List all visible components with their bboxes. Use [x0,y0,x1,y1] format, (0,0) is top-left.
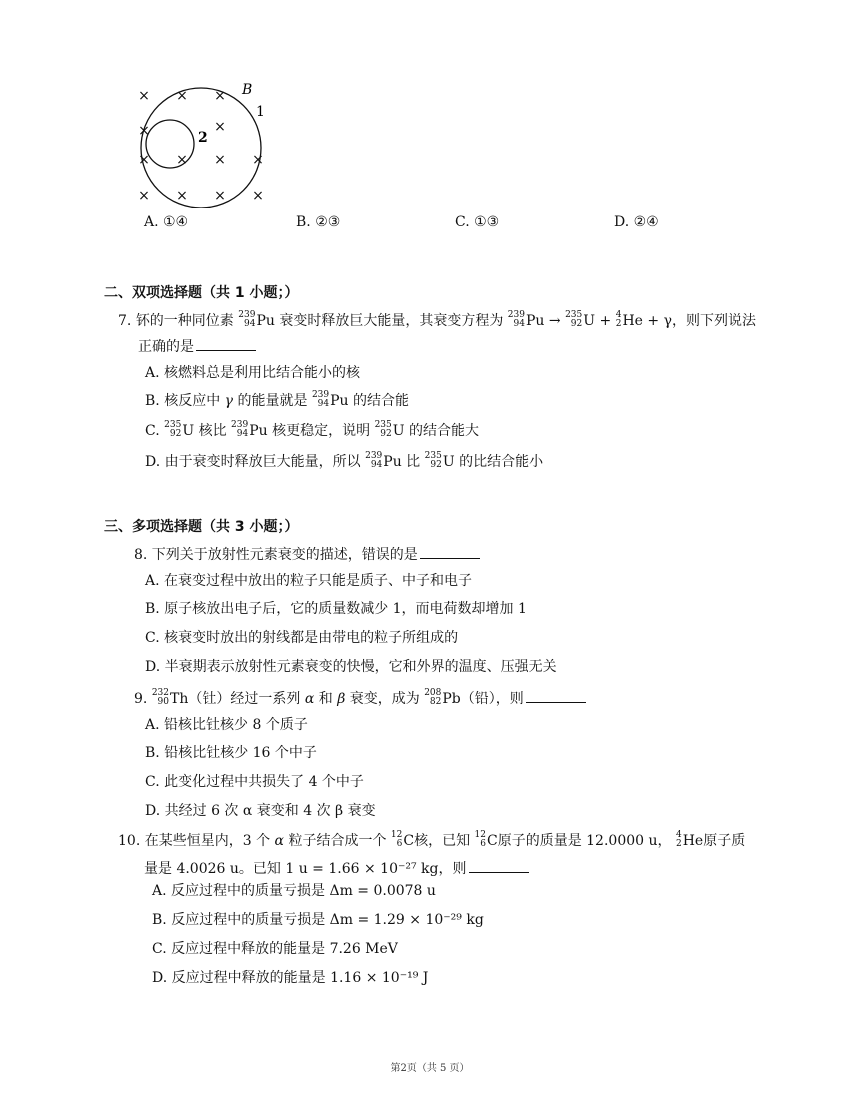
field-cross-icon: × [138,188,150,204]
section-3-title: 三、多项选择题（共 3 小题；） [104,519,299,535]
field-cross-icon: × [176,188,188,204]
field-cross-icon: × [252,152,264,168]
magnetic-field-figure [130,78,275,208]
field-cross-icon: × [138,88,150,104]
section-2-title: 二、双项选择题（共 1 小题；） [104,285,299,301]
answer-blank[interactable] [469,860,529,873]
q10-stem-line2: 量是 4.0026 u。已知 1 u = 1.66 × 10⁻²⁷ kg，则 [144,858,529,878]
q6-option-a[interactable]: A. ①④ [144,214,189,230]
q8-choice-b[interactable]: B. 原子核放出电子后，它的质量数减少 1，而电荷数却增加 1 [145,601,527,617]
field-cross-icon: × [214,88,226,104]
q10-choice-c[interactable]: C. 反应过程中释放的能量是 7.26 MeV [152,941,398,957]
nuclide-pu: 239 94 [238,310,256,329]
q7-choice-a[interactable]: A. 核燃料总是利用比结合能小的核 [145,365,361,381]
answer-blank[interactable] [196,338,256,351]
q8-stem: 8. 下列关于放射性元素衰变的描述，错误的是 [134,544,480,564]
q10-stem: 10. 在某些恒星内，3 个 α 粒子结合成一个 12 6 C核，已知 12 6 C原子的质量是 12.0000 u， 4 2 He原子质 [118,830,746,849]
field-cross-icon: × [176,152,188,168]
q7-choice-c[interactable]: C. 235 92 U 核比 239 94 Pu 核更稳定，说明 235 92 U 的结合能大 [145,420,480,439]
q6-option-d[interactable]: D. ②④ [614,214,659,230]
orbit-1-circle [141,88,261,208]
label-2: 2 [198,130,208,146]
q8-choice-c[interactable]: C. 核衰变时放出的射线都是由带电的粒子所组成的 [145,630,459,646]
field-cross-icon: × [138,152,150,168]
q7-choice-b[interactable]: B. 核反应中 γ 的能量就是 239 94 Pu 的结合能 [145,390,410,409]
label-1: 1 [256,104,265,120]
q9-choice-b[interactable]: B. 铅核比钍核少 16 个中子 [145,745,317,761]
q10-choice-a[interactable]: A. 反应过程中的质量亏损是 Δm = 0.0078 u [152,883,436,899]
q7-choice-d[interactable]: D. 由于衰变时释放巨大能量，所以 239 94 Pu 比 235 92 U 的比结合能小 [145,451,544,470]
field-cross-icon: × [176,88,188,104]
q9-choice-c[interactable]: C. 此变化过程中共损失了 4 个中子 [145,774,364,790]
field-cross-icon: × [138,123,150,139]
q10-choice-d[interactable]: D. 反应过程中释放的能量是 1.16 × 10⁻¹⁹ J [152,970,429,986]
q6-option-b[interactable]: B. ②③ [296,214,341,230]
q9-choice-d[interactable]: D. 共经过 6 次 α 衰变和 4 次 β 衰变 [145,803,376,819]
answer-blank[interactable] [526,690,586,703]
q7-stem-line2: 正确的是 [138,336,256,356]
field-cross-icon: × [214,152,226,168]
field-cross-icon: × [214,119,226,135]
label-B: B [242,82,253,98]
q9-choice-a[interactable]: A. 铅核比钍核少 8 个质子 [145,717,308,733]
q8-choice-d[interactable]: D. 半衰期表示放射性元素衰变的快慢，它和外界的温度、压强无关 [145,659,557,675]
field-cross-icon: × [252,188,264,204]
field-cross-icon: × [214,188,226,204]
q10-choice-b[interactable]: B. 反应过程中的质量亏损是 Δm = 1.29 × 10⁻²⁹ kg [152,912,484,928]
q9-stem: 9. 232 90 Th（钍）经过一系列 α 和 β 衰变，成为 208 82 Pb（铅），则 [134,688,586,708]
page-footer: 第2页（共 5 页） [390,1063,470,1074]
q7-stem: 7. 钚的一种同位素 239 94 Pu 衰变时释放巨大能量，其衰变方程为 239 94 Pu → 235 92 U + 4 2 He + γ，则下列说法 [118,310,756,329]
q6-option-c[interactable]: C. ①③ [455,214,500,230]
answer-blank[interactable] [420,546,480,559]
q8-choice-a[interactable]: A. 在衰变过程中放出的粒子只能是质子、中子和电子 [145,573,473,589]
